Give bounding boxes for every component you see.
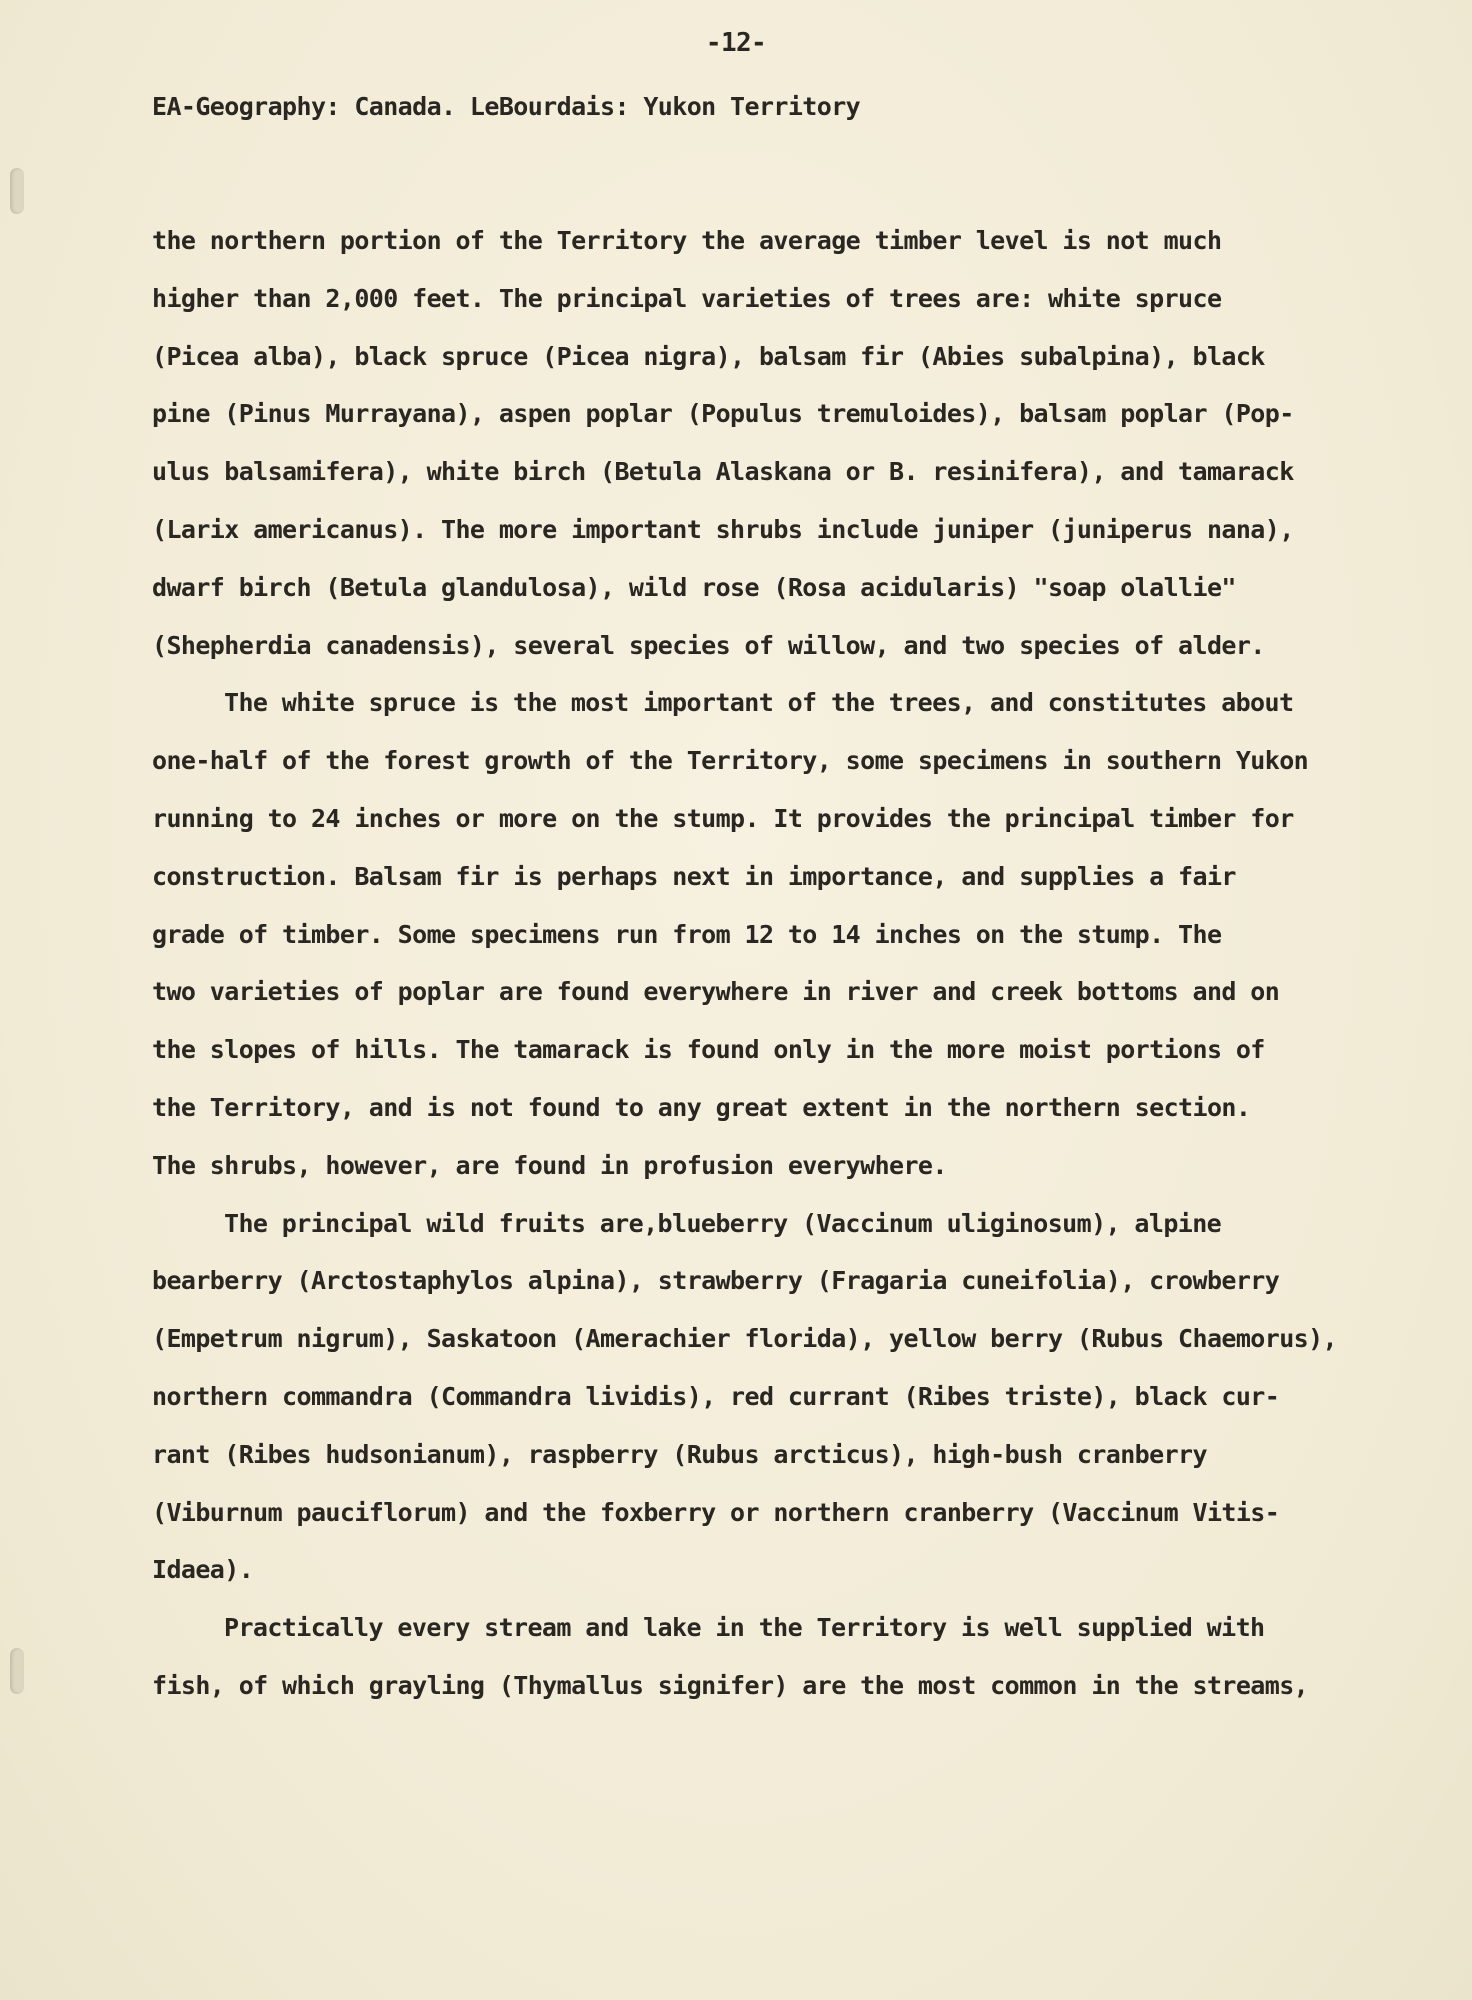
text-line: dwarf birch (Betula glandulosa), wild rose (Rosa acidularis) "soap olallie" [152, 572, 1236, 602]
body-text [152, 212, 1402, 1715]
text-line: (Shepherdia canadensis), several species of willow, and two species of alder. [152, 630, 1265, 660]
text-line: grade of timber. Some specimens run from 12 to 14 inches on the stump. The [152, 919, 1222, 949]
page-number: -12- [705, 28, 767, 58]
text-line: the northern portion of the Territory the average timber level is not much [152, 226, 1222, 255]
text-line: (Viburnum pauciflorum) and the foxberry or northern cranberry (Vaccinum Vitis- [152, 1497, 1280, 1527]
text-line: ulus balsamifera), white birch (Betula Alaskana or B. resinifera), and tamarack [152, 457, 1294, 487]
paragraph-start-line: Practically every stream and lake in the Territory is well supplied with [224, 1613, 1265, 1643]
text-line: fish, of which grayling (Thymallus signifer) are the most common in the streams, [152, 1670, 1309, 1700]
text-line: the slopes of hills. The tamarack is found only in the more moist portions of [152, 1035, 1265, 1065]
text-line: bearberry (Arctostaphylos alpina), strawberry (Fragaria cuneifolia), crowberry [152, 1266, 1280, 1296]
text-line: two varieties of poplar are found everywhere in river and creek bottoms and on [152, 977, 1280, 1007]
text-line: one-half of the forest growth of the Territory, some specimens in southern Yukon [152, 746, 1309, 776]
text-line: higher than 2,000 feet. The principal varieties of trees are: white spruce [152, 283, 1222, 313]
paragraph-start-line: The white spruce is the most important of the trees, and constitutes about [224, 688, 1294, 718]
text-line: pine (Pinus Murrayana), aspen poplar (Populus tremuloides), balsam poplar (Pop- [152, 399, 1294, 429]
text-line: rant (Ribes hudsonianum), raspberry (Rubus arcticus), high-bush cranberry [152, 1439, 1207, 1469]
text-line: The shrubs, however, are found in profusion everywhere. [152, 1150, 947, 1180]
text-line: running to 24 inches or more on the stump. It provides the principal timber for [152, 803, 1294, 833]
running-header: EA-Geography: Canada. LeBourdais: Yukon Territory [152, 92, 861, 121]
paragraph-start-line: The principal wild fruits are,blueberry (Vaccinum uliginosum), alpine [224, 1208, 1222, 1238]
text-line: the Territory, and is not found to any great extent in the northern section. [152, 1092, 1251, 1122]
punch-hole [10, 1648, 24, 1694]
text-line: Idaea). [152, 1555, 254, 1585]
text-line: (Empetrum nigrum), Saskatoon (Amerachier florida), yellow berry (Rubus Chaemorus), [152, 1324, 1338, 1354]
text-line: construction. Balsam fir is perhaps next in importance, and supplies a fair [152, 861, 1236, 891]
text-line: (Larix americanus). The more important shrubs include juniper (juniperus nana), [152, 514, 1294, 544]
text-line: northern commandra (Commandra lividis), red currant (Ribes triste), black cur- [152, 1381, 1280, 1411]
punch-hole [10, 168, 24, 214]
text-line: (Picea alba), black spruce (Picea nigra), balsam fir (Abies subalpina), black [152, 341, 1265, 371]
